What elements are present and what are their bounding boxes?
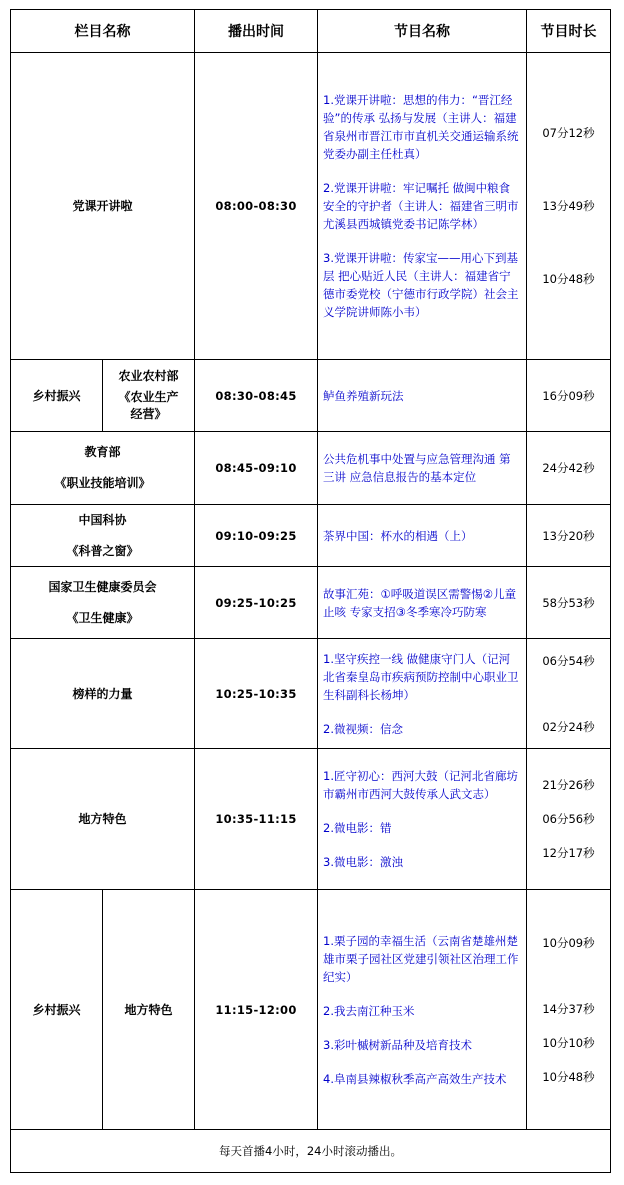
duration-item: 10分10秒: [542, 1035, 595, 1050]
duration-item: 16分09秒: [542, 388, 595, 403]
column-name-line: 教育部: [84, 445, 121, 459]
air-time: 10:35-11:15: [195, 749, 318, 890]
duration-item: 13分20秒: [542, 528, 595, 543]
column-name-line: 《卫生健康》: [66, 610, 139, 625]
table-row: [11, 505, 611, 567]
table-row: [11, 567, 611, 639]
program-item: 1.栗子园的幸福生活（云南省楚雄州楚雄市栗子园社区党建引领社区治理工作纪实）: [323, 933, 519, 984]
duration-cell: [527, 567, 611, 639]
duration-item: 13分49秒: [542, 199, 595, 213]
column-name-line: 国家卫生健康委员会: [48, 579, 157, 594]
column-name: 党课开讲啦: [11, 53, 195, 360]
duration-item: 21分26秒: [542, 778, 595, 792]
footer-note: 每天首播4小时，24小时滚动播出。: [11, 1130, 611, 1173]
duration-cell: [527, 505, 611, 567]
program-cell: [318, 567, 527, 639]
column-subname: [103, 360, 195, 432]
program-item: 1.坚守疾控一线 做健康守门人（记河北省秦皇岛市疾病预防控制中心职业卫生科副科长杨坤）: [323, 651, 519, 702]
schedule-table: [10, 9, 611, 1173]
duration-item: 02分24秒: [542, 719, 595, 734]
program-item: 故事汇苑：①呼吸道误区需警惕②儿童止咳 专家支招③冬季寒冷巧防寒: [323, 586, 517, 619]
air-time: 11:15-12:00: [195, 890, 318, 1130]
program-item: 2.我去南江种玉米: [323, 1003, 415, 1018]
duration-item: 06分56秒: [542, 812, 595, 826]
header-row: [11, 10, 611, 53]
column-name: [11, 567, 195, 639]
column-name-line: 《职业技能培训》: [54, 476, 151, 490]
program-item: 鲈鱼养殖新玩法: [323, 388, 404, 403]
table-row: [11, 639, 611, 749]
duration-cell: [527, 639, 611, 749]
air-time: 08:45-09:10: [195, 432, 318, 505]
header-time: 播出时间: [195, 10, 318, 53]
program-item: 4.阜南县辣椒秋季高产高效生产技术: [323, 1071, 507, 1086]
duration-cell: [527, 890, 611, 1130]
program-cell: [318, 639, 527, 749]
table-row: [11, 360, 611, 432]
duration-cell: [527, 432, 611, 505]
column-name: 乡村振兴: [11, 360, 103, 432]
program-item: 公共危机事中处置与应急管理沟通 第三讲 应急信息报告的基本定位: [323, 452, 511, 484]
program-item: 3.彩叶槭树新品种及培育技术: [323, 1037, 472, 1052]
program-item: 茶界中国：杯水的相遇（上）: [323, 528, 473, 543]
column-name: 榜样的力量: [11, 639, 195, 749]
header-column: 栏目名称: [11, 10, 195, 53]
header-duration: 节目时长: [527, 10, 611, 53]
column-name: [11, 432, 195, 505]
air-time: 08:00-08:30: [195, 53, 318, 360]
column-name-line: 《科普之窗》: [66, 543, 139, 558]
duration-cell: [527, 53, 611, 360]
air-time: 08:30-08:45: [195, 360, 318, 432]
program-item: 2.党课开讲啦：牢记嘱托 做闽中粮食安全的守护者（主讲人：福建省三明市尤溪县西城镇党委书记陈学林）: [323, 181, 519, 231]
column-subname-line: 农业农村部: [118, 369, 179, 383]
air-time: 10:25-10:35: [195, 639, 318, 749]
duration-item: 24分42秒: [542, 461, 595, 475]
duration-cell: [527, 749, 611, 890]
duration-cell: [527, 360, 611, 432]
program-cell: [318, 505, 527, 567]
program-cell: [318, 749, 527, 890]
column-subname-line: 《农业生产经营》: [118, 390, 179, 421]
program-item: 2.微电影：错: [323, 821, 392, 835]
column-name: [11, 505, 195, 567]
footer-row: [11, 1130, 611, 1173]
duration-item: 10分09秒: [542, 935, 595, 950]
program-cell: [318, 53, 527, 360]
program-item: 3.党课开讲啦：传家宝——用心下到基层 把心贴近人民（主讲人：福建省宁德市委党校（宁德市行政学院）社会主义学院讲师陈小韦）: [323, 251, 519, 319]
table-row: [11, 749, 611, 890]
duration-item: 07分12秒: [542, 126, 595, 140]
column-name: 地方特色: [11, 749, 195, 890]
table-row: [11, 432, 611, 505]
air-time: 09:10-09:25: [195, 505, 318, 567]
program-item: 3.微电影：激浊: [323, 855, 403, 869]
program-item: 1.党课开讲啦：思想的伟力：“晋江经验”的传承 弘扬与发展（主讲人：福建省泉州市晋江市市直机关交通运输系统党委办副主任杜真）: [323, 93, 519, 161]
table-row: [11, 53, 611, 360]
column-name: 乡村振兴: [11, 890, 103, 1130]
column-subname: 地方特色: [103, 890, 195, 1130]
duration-item: 58分53秒: [542, 595, 595, 610]
duration-item: 14分37秒: [542, 1001, 595, 1016]
duration-item: 06分54秒: [542, 653, 595, 668]
air-time: 09:25-10:25: [195, 567, 318, 639]
column-name-line: 中国科协: [78, 512, 127, 527]
header-program: 节目名称: [318, 10, 527, 53]
duration-item: 10分48秒: [542, 272, 595, 286]
program-cell: [318, 890, 527, 1130]
program-cell: [318, 432, 527, 505]
program-item: 2.微视频：信念: [323, 721, 403, 736]
table-row: [11, 890, 611, 1130]
duration-item: 10分48秒: [542, 1069, 595, 1084]
program-item: 1.匠守初心：西河大鼓（记河北省廊坊市霸州市西河大鼓传承人武文志）: [323, 769, 518, 801]
program-cell: [318, 360, 527, 432]
duration-item: 12分17秒: [542, 846, 595, 860]
